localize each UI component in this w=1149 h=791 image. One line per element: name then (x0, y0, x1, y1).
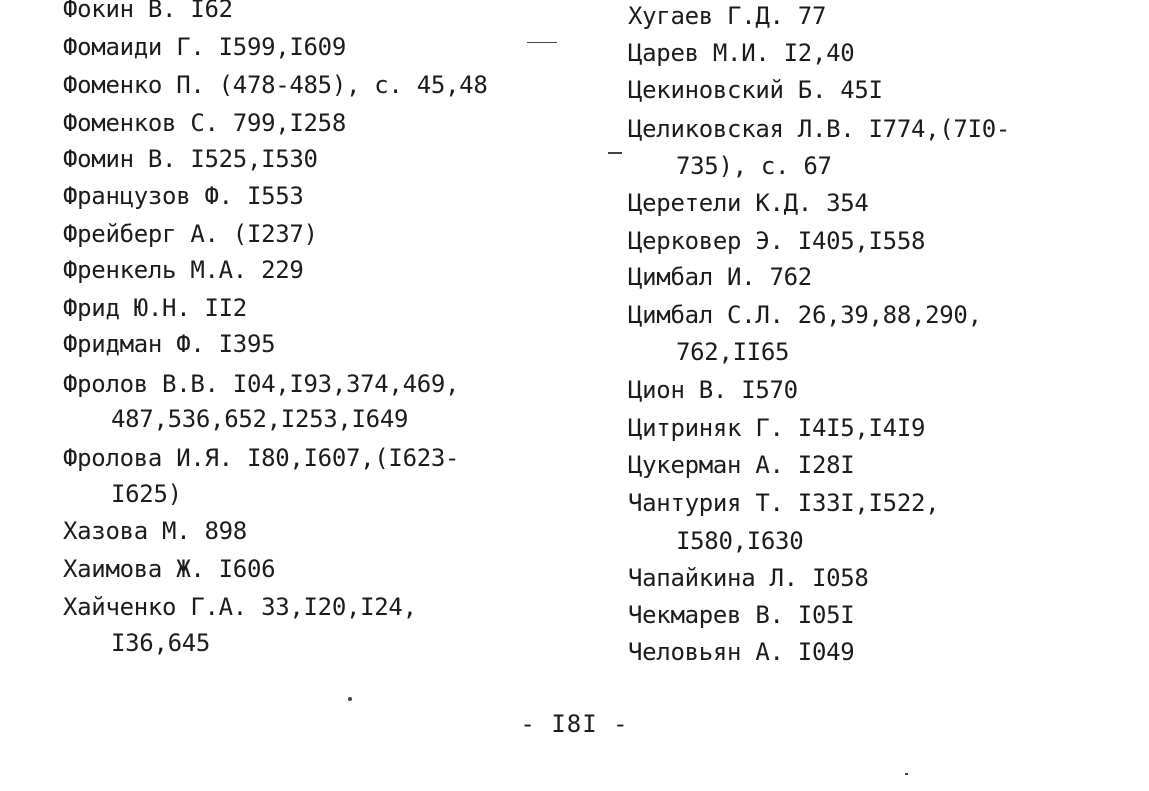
index-entry: Чекмарев В. I05I (628, 601, 855, 629)
index-entry: Чапайкина Л. I058 (628, 564, 869, 592)
index-entry: Цитриняк Г. I4I5,I4I9 (628, 414, 926, 442)
index-entry: Фролова И.Я. I80,I607,(I623- (63, 444, 460, 472)
scan-dot-mark (905, 773, 908, 775)
index-entry: Цукерман А. I28I (628, 451, 855, 479)
index-entry-continuation: 487,536,652,I253,I649 (111, 405, 409, 433)
index-entry: Фролов В.В. I04,I93,374,469, (63, 370, 460, 398)
index-entry: Чантурия Т. I33I,I522, (628, 489, 940, 517)
index-entry: Хаимова Ж. I606 (63, 555, 276, 583)
index-entry: Фридман Ф. I395 (63, 330, 276, 358)
index-entry-continuation: I580,I630 (676, 527, 804, 555)
index-entry: Цимбал С.Л. 26,39,88,290, (628, 301, 982, 329)
index-entry: Цион В. I570 (628, 376, 798, 404)
index-entry: Цекиновский Б. 45I (628, 76, 883, 104)
index-entry: Царев М.И. I2,40 (628, 39, 855, 67)
scan-dash-mark (608, 152, 622, 154)
index-entry: Фомаиди Г. I599,I609 (63, 33, 346, 61)
index-entry-continuation: I36,645 (111, 629, 211, 657)
index-entry: Фоменков С. 799,I258 (63, 109, 346, 137)
index-entry-continuation: 762,II65 (676, 338, 790, 366)
index-entry-continuation: 735), с. 67 (676, 152, 832, 180)
scan-dash-mark (527, 42, 557, 43)
index-entry: Хугаев Г.Д. 77 (628, 2, 827, 30)
index-entry: Человьян А. I049 (628, 638, 855, 666)
index-entry: Фокин В. I62 (63, 0, 233, 23)
scan-dot-mark (348, 697, 352, 701)
page-number: - I8I - (520, 710, 629, 738)
index-entry: Церетели К.Д. 354 (628, 189, 869, 217)
index-entry: Французов Ф. I553 (63, 182, 304, 210)
index-entry: Хайченко Г.А. 33,I20,I24, (63, 593, 417, 621)
index-entry: Френкель М.А. 229 (63, 256, 304, 284)
index-entry: Целиковская Л.В. I774,(7I0- (628, 115, 1011, 143)
index-entry: Хазова М. 898 (63, 517, 247, 545)
index-entry: Церковер Э. I405,I558 (628, 227, 926, 255)
index-entry: Фрейберг А. (I237) (63, 220, 318, 248)
index-entry-continuation: I625) (111, 480, 182, 508)
index-entry: Фрид Ю.Н. II2 (63, 294, 247, 322)
index-entry: Цимбал И. 762 (628, 263, 812, 291)
index-entry: Фомин В. I525,I530 (63, 145, 318, 173)
index-entry: Фоменко П. (478-485), с. 45,48 (63, 71, 488, 99)
